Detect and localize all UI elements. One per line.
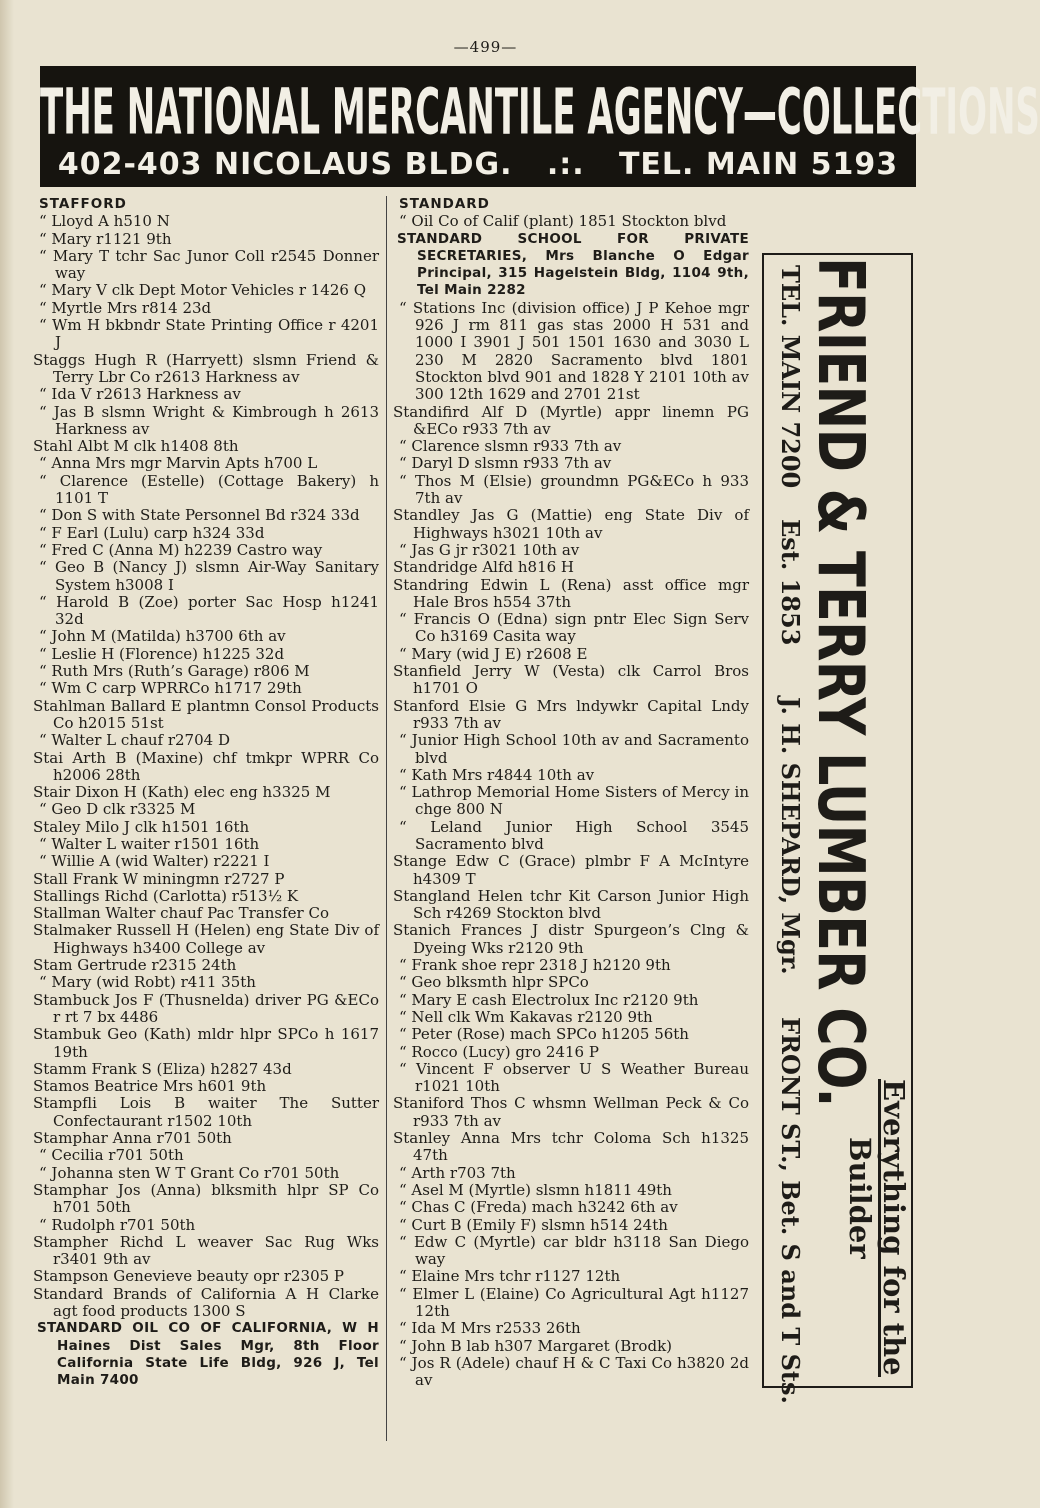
directory-entry-continued: “ Kath Mrs r4844 10th av — [399, 765, 595, 784]
ad-slogan-text-2: Builder — [843, 1137, 877, 1259]
directory-entry: Stall Frank W miningmn r2727 P — [33, 869, 285, 888]
column-divider — [386, 196, 387, 1441]
directory-entry: Stampson Genevieve beauty opr r2305 P — [33, 1267, 345, 1286]
directory-entry-continued: “ Ida V r2613 Harkness av — [39, 385, 241, 404]
directory-entry: Stanley Anna Mrs tchr Coloma Sch h1325 47th — [393, 1129, 749, 1165]
directory-entry-continued: “ Elmer L (Elaine) Co Agricultural Agt h1127 12th — [399, 1284, 749, 1320]
directory-entry: Stallman Walter chauf Pac Transfer Co — [33, 904, 330, 923]
directory-entry: Stair Dixon H (Kath) elec eng h3325 M — [33, 783, 331, 802]
directory-entry-continued: “ Wm C carp WPRRCo h1717 29th — [39, 679, 302, 698]
directory-entry-continued: “ Geo B (Nancy J) slsmn Air-Way Sanitary System h3008 I — [39, 558, 379, 594]
directory-entry-continued: “ Mary T tchr Sac Junor Coll r2545 Donner way — [39, 246, 379, 283]
middle-directory-column — [393, 196, 749, 1389]
directory-entry-continued: “ Vincent F observer U S Weather Bureau r1021 10th — [399, 1059, 749, 1096]
directory-entry-continued: “ Clarence slsmn r933 7th av — [399, 437, 622, 456]
directory-entry-continued: “ Junior High School 10th av and Sacramento blvd — [399, 731, 749, 767]
directory-entry-continued: “ Nell clk Wm Kakavas r2120 9th — [399, 1007, 653, 1026]
directory-entry-continued: “ Jas B slsmn Wright & Kimbrough h 2613 Harkness av — [39, 402, 379, 438]
side-advertisement-rotated — [766, 257, 911, 1404]
directory-entry-continued: “ Leland Junior High School 3545 Sacramento blvd — [399, 817, 749, 853]
directory-entry-continued: “ Elaine Mrs tchr r1127 12th — [399, 1267, 621, 1286]
directory-entry-continued: “ Francis O (Edna) sign pntr Elec Sign Serv Co h3169 Casita way — [399, 610, 749, 646]
banner-address: 402-403 NICOLAUS BLDG. .:. TEL. MAIN 5193 — [57, 147, 899, 182]
directory-entry: Standridge Alfd h816 H — [393, 558, 575, 577]
directory-entry-continued: “ Rocco (Lucy) gro 2416 P — [399, 1042, 599, 1061]
directory-entry-continued: “ Leslie H (Florence) h1225 32d — [39, 644, 285, 663]
directory-entry: Stahlman Ballard E plantmn Consol Products Co h2015 51st — [33, 696, 379, 732]
directory-entry-continued: “ Harold B (Zoe) porter Sac Hosp h1241 32d — [39, 592, 379, 629]
directory-entry-continued: “ Asel M (Myrtle) slsmn h1811 49th — [399, 1180, 672, 1199]
directory-entry: Stamphar Anna r701 50th — [33, 1129, 232, 1148]
directory-entry-continued: “ Willie A (wid Walter) r2221 I — [39, 852, 270, 871]
directory-entry: Staley Milo J clk h1501 16th — [33, 817, 250, 836]
directory-entry: Stanford Elsie G Mrs lndywkr Capital Lndy r933 7th av — [393, 696, 749, 732]
directory-entry-continued: “ Rudolph r701 50th — [39, 1215, 196, 1234]
directory-entry-continued: “ Thos M (Elsie) groundmn PG&ECo h 933 7th av — [399, 471, 749, 508]
directory-entry-continued: “ Mary r1121 9th — [39, 229, 172, 248]
directory-entry-continued: “ Johanna sten W T Grant Co r701 50th — [39, 1163, 340, 1182]
directory-entry: Stanfield Jerry W (Vesta) clk Carrol Bros h1701 O — [393, 662, 749, 698]
directory-entry-continued: “ Mary (wid Robt) r411 35th — [39, 973, 256, 992]
ad-established: Est. 1853 — [776, 519, 805, 646]
directory-entry-continued: “ Mary (wid J E) r2608 E — [399, 644, 588, 663]
directory-entry: Stalmaker Russell H (Helen) eng State Div of Highways h3400 College av — [33, 921, 379, 957]
directory-entry-continued: “ Walter L chauf r2704 D — [39, 731, 230, 750]
directory-entry-continued: “ Edw C (Myrtle) car bldr h3118 San Diego way — [399, 1232, 749, 1269]
ad-phone: TEL. MAIN 7200 — [776, 265, 805, 489]
directory-entry-continued: “ Peter (Rose) mach SPCo h1205 56th — [399, 1025, 689, 1044]
directory-entry-continued: “ Mary E cash Electrolux Inc r2120 9th — [399, 990, 699, 1009]
page-binding-shadow — [0, 0, 14, 1508]
directory-entry: Stangland Helen tchr Kit Carson Junior High Sch r4269 Stockton blvd — [393, 886, 749, 923]
directory-entry-continued: “ John B lab h307 Margaret (Brodk) — [399, 1336, 673, 1355]
directory-entry-continued: “ Frank shoe repr 2318 J h2120 9th — [399, 956, 671, 975]
directory-entry: Stallings Richd (Carlotta) r513½ K — [33, 886, 299, 905]
directory-entry-continued: “ Curt B (Emily F) slsmn h514 24th — [399, 1215, 668, 1234]
ad-contact-line — [775, 257, 805, 1404]
directory-entry-continued: “ Ruth Mrs (Ruth’s Garage) r806 M — [39, 662, 310, 681]
directory-entry: Stamm Frank S (Eliza) h2827 43d — [33, 1059, 292, 1078]
banner-title: THE NATIONAL MERCANTILE AGENCY—COLLECTIONS — [40, 76, 1040, 150]
directory-entry-continued: “ Geo blksmth hlpr SPCo — [399, 973, 589, 992]
directory-entry: Stam Gertrude r2315 24th — [33, 956, 237, 975]
directory-entry: Staggs Hugh R (Harryett) slsmn Friend & Terry Lbr Co r2613 Harkness av — [33, 350, 379, 386]
business-listing: STANDARD SCHOOL FOR PRIVATE SECRETARIES, Mrs Blanche O Edgar Principal, 315 Hagelstein Bldg, 1104 9th, Tel Main 2282 — [397, 230, 749, 299]
directory-entry-continued: “ Lathrop Memorial Home Sisters of Mercy in chge 800 N — [399, 783, 749, 819]
directory-entry: Stampfli Lois B waiter The Sutter Confectaurant r1502 10th — [33, 1094, 379, 1130]
directory-entry-continued: “ Anna Mrs mgr Marvin Apts h700 L — [39, 454, 318, 473]
directory-entry-continued: “ Fred C (Anna M) h2239 Castro way — [39, 540, 323, 559]
directory-entry-continued: “ F Earl (Lulu) carp h324 33d — [39, 523, 265, 542]
directory-entry: Standifird Alf D (Myrtle) appr linemn PG &ECo r933 7th av — [393, 402, 749, 438]
directory-entry-continued: “ Chas C (Freda) mach h3242 6th av — [399, 1198, 678, 1217]
directory-entry: Stamos Beatrice Mrs h601 9th — [33, 1077, 267, 1096]
directory-entry-continued: “ Geo D clk r3325 M — [39, 800, 196, 819]
directory-entry: Stambuk Geo (Kath) mldr hlpr SPCo h 1617 19th — [33, 1025, 379, 1061]
directory-entry-continued: “ Walter L waiter r1501 16th — [39, 834, 260, 853]
directory-entry: Stamphar Jos (Anna) blksmith hlpr SP Co h701 50th — [33, 1180, 379, 1217]
directory-entry-continued: “ John M (Matilda) h3700 6th av — [39, 627, 286, 646]
directory-entry-continued: “ Clarence (Estelle) (Cottage Bakery) h 1101 T — [39, 471, 379, 508]
directory-entry-continued: “ Lloyd A h510 N — [39, 212, 170, 231]
directory-entry: Stampher Richd L weaver Sac Rug Wks r3401 9th av — [33, 1232, 379, 1269]
directory-entry: Stahl Albt M clk h1408 8th — [33, 437, 239, 456]
directory-entry: Stange Edw C (Grace) plmbr F A McIntyre h4309 T — [393, 852, 749, 888]
ad-company-name: FRIEND & TERRY LUMBER CO. — [803, 257, 877, 1107]
directory-entry-continued: “ Myrtle Mrs r814 23d — [39, 298, 212, 317]
directory-entry: Staniford Thos C whsmn Wellman Peck & Co r933 7th av — [393, 1094, 749, 1130]
side-advertisement — [762, 253, 913, 1404]
section-heading: STANDARD — [399, 196, 490, 212]
directory-entry-continued: “ Cecilia r701 50th — [39, 1146, 184, 1165]
directory-entry: Standring Edwin L (Rena) asst office mgr Hale Bros h554 37th — [393, 575, 749, 611]
directory-entry-continued: “ Oil Co of Calif (plant) 1851 Stockton blvd — [399, 212, 727, 231]
page-number: —499— — [453, 38, 518, 56]
directory-entry: Standley Jas G (Mattie) eng State Div of Highways h3021 10th av — [393, 506, 749, 542]
header-advertisement-banner — [40, 66, 1040, 187]
ad-manager: J. H. SHEPARD, Mgr. — [776, 697, 805, 975]
section-heading: STAFFORD — [39, 196, 127, 212]
business-listing: STANDARD OIL CO OF CALIFORNIA, W H Haines Dist Sales Mgr, 8th Floor California State Life Bldg, 926 J, Tel Main 7400 — [37, 1320, 379, 1389]
directory-entry-continued: “ Jas G jr r3021 10th av — [399, 540, 580, 559]
ad-slogan-text-1: Everything for the — [877, 1079, 911, 1376]
directory-entry: Stai Arth B (Maxine) chf tmkpr WPRR Co h2006 28th — [33, 748, 379, 784]
directory-entry-continued: “ Jos R (Adele) chauf H & C Taxi Co h3820 2d av — [399, 1353, 749, 1390]
directory-entry: Standard Brands of California A H Clarke agt food products 1300 S — [33, 1284, 379, 1320]
directory-entry-continued: “ Stations Inc (division office) J P Kehoe mgr 926 J rm 811 gas stas 2000 H 531 and 1000 I 3901 J 501 1501 1630 and 3030 L 230 M 2820 Sacramento blvd 1801 Stockton blvd 901 and 1828 Y 2101 10th av 300 12th 1629 and 2701 21st — [399, 298, 749, 404]
directory-entry-continued: “ Wm H bkbndr State Printing Office r 4201 J — [39, 316, 379, 352]
left-directory-column — [33, 196, 379, 1389]
directory-entry-continued: “ Mary V clk Dept Motor Vehicles r 1426 Q — [39, 281, 367, 300]
ad-slogan-line-1 — [879, 257, 909, 1384]
ad-address: FRONT ST., Bet. S and T Sts. — [776, 1017, 805, 1404]
directory-entry-continued: “ Don S with State Personnel Bd r324 33d — [39, 506, 360, 525]
directory-entry-continued: “ Daryl D slsmn r933 7th av — [399, 454, 612, 473]
directory-entry-continued: “ Ida M Mrs r2533 26th — [399, 1319, 581, 1338]
directory-entry: Stambuck Jos F (Thusnelda) driver PG &ECo r rt 7 bx 4486 — [33, 990, 379, 1026]
directory-entry-continued: “ Arth r703 7th — [399, 1163, 516, 1182]
directory-entry: Stanich Frances J distr Spurgeon’s Clng & Dyeing Wks r2120 9th — [393, 921, 749, 957]
